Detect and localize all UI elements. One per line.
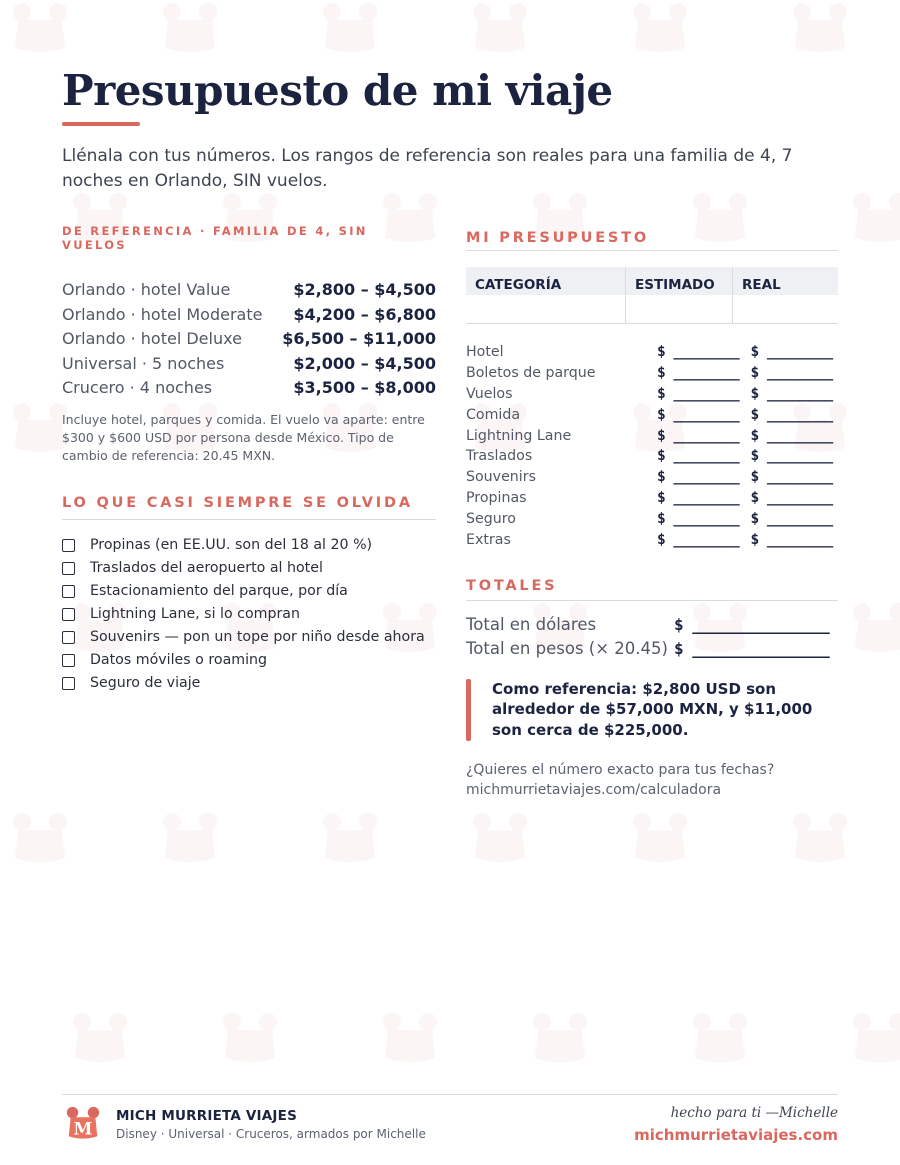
totals-block bbox=[466, 613, 838, 661]
checkbox-icon[interactable] bbox=[62, 585, 75, 598]
footer-tagline: Disney · Universal · Cruceros, armados por Michelle bbox=[116, 1127, 426, 1141]
reference-range: $3,500 – $8,000 bbox=[293, 378, 436, 397]
budget-category-label: Hotel bbox=[466, 344, 504, 361]
checklist-item[interactable] bbox=[62, 534, 436, 557]
checkbox-icon[interactable] bbox=[62, 654, 75, 667]
calculator-promo bbox=[466, 760, 838, 800]
forgotten-heading: LO QUE CASI SIEMPRE SE OLVIDA bbox=[62, 495, 436, 520]
budget-category-label: Comida bbox=[466, 406, 521, 423]
right-column bbox=[466, 224, 838, 800]
reference-callout bbox=[466, 679, 838, 741]
reference-range: $2,800 – $4,500 bbox=[293, 280, 436, 299]
callout-accent-bar bbox=[466, 679, 471, 741]
checklist-item[interactable] bbox=[62, 603, 436, 626]
budget-row bbox=[466, 488, 838, 509]
reference-name: Crucero · 4 noches bbox=[62, 378, 213, 397]
reference-name: Orlando · hotel Deluxe bbox=[62, 329, 242, 348]
estimated-amount-field[interactable]: $ ________ bbox=[656, 427, 740, 444]
budget-row bbox=[466, 446, 838, 467]
reference-list bbox=[62, 280, 436, 403]
budget-row bbox=[466, 342, 838, 363]
budget-row bbox=[466, 363, 838, 384]
svg-text:M: M bbox=[73, 1119, 93, 1140]
budget-row bbox=[466, 467, 838, 488]
checkbox-icon[interactable] bbox=[62, 677, 75, 690]
real-amount-field[interactable]: $ ________ bbox=[750, 531, 833, 548]
budget-category-label: Traslados bbox=[466, 448, 533, 465]
real-amount-field[interactable]: $ ________ bbox=[750, 365, 833, 382]
footer-brand-name: MICH MURRIETA VIAJES bbox=[116, 1108, 297, 1124]
real-amount-field[interactable]: $ ________ bbox=[750, 469, 833, 486]
total-usd-label: Total en dólares bbox=[466, 615, 597, 635]
budget-row bbox=[466, 384, 838, 405]
checklist-item-label: Propinas (en EE.UU. son del 18 al 20 %) bbox=[90, 537, 373, 553]
reference-name: Universal · 5 noches bbox=[62, 353, 225, 373]
totals-heading: TOTALES bbox=[466, 578, 838, 601]
checklist-item-label: Souvenirs — pon un tope por niño desde ahora bbox=[90, 629, 425, 645]
left-column bbox=[62, 224, 436, 695]
checklist-item[interactable] bbox=[62, 672, 436, 695]
budget-row bbox=[466, 508, 838, 529]
total-mxn-field[interactable]: $ _______________ bbox=[674, 639, 830, 659]
reference-name: Orlando · hotel Value bbox=[62, 280, 231, 299]
checkbox-icon[interactable] bbox=[62, 631, 75, 644]
budget-row bbox=[466, 529, 838, 550]
budget-category-label: Vuelos bbox=[466, 385, 513, 402]
checklist-item[interactable] bbox=[62, 626, 436, 649]
real-amount-field[interactable]: $ ________ bbox=[750, 448, 833, 465]
estimated-amount-field[interactable]: $ ________ bbox=[656, 385, 740, 402]
reference-row bbox=[62, 305, 436, 330]
estimated-amount-field[interactable]: $ ________ bbox=[656, 448, 740, 465]
budget-category-label: Propinas bbox=[466, 489, 527, 506]
reference-heading: DE REFERENCIA · FAMILIA DE 4, SIN VUELOS bbox=[62, 224, 368, 252]
reference-row bbox=[62, 329, 436, 354]
intro-text: Llénala con tus números. Los rangos de referencia son reales para una familia de 4, 7 noches en Orlando, SIN vuelos. bbox=[62, 146, 793, 191]
real-amount-field[interactable]: $ ________ bbox=[750, 427, 833, 444]
checkbox-icon[interactable] bbox=[62, 562, 75, 575]
footer-website-link[interactable]: michmurrietaviajes.com bbox=[634, 1126, 838, 1144]
budget-heading: MI PRESUPUESTO bbox=[466, 230, 838, 251]
callout-text: Como referencia: $2,800 USD son alrededor de $57,000 MXN, y $11,000 son cerca de $225,000. bbox=[492, 679, 813, 739]
total-mxn-label: Total en pesos (× 20.45) bbox=[466, 639, 668, 659]
checklist-item[interactable] bbox=[62, 649, 436, 672]
checkbox-icon[interactable] bbox=[62, 539, 75, 552]
reference-name: Orlando · hotel Moderate bbox=[62, 304, 263, 324]
footer-signature: hecho para ti —Michelle bbox=[670, 1105, 838, 1121]
reference-row bbox=[62, 354, 436, 379]
checklist-item-label: Lightning Lane, si lo compran bbox=[90, 606, 300, 622]
total-usd-row bbox=[466, 613, 838, 637]
reference-note: Incluye hotel, parques y comida. El vuelo va aparte: entre $300 y $600 USD por persona desde México. Tipo de cambio de referencia: 20.45 MXN. bbox=[62, 411, 425, 463]
column-header-category: CATEGORÍA bbox=[466, 267, 626, 323]
footer-divider bbox=[62, 1094, 838, 1095]
real-amount-field[interactable]: $ ________ bbox=[750, 406, 833, 423]
budget-category-label: Lightning Lane bbox=[466, 427, 572, 444]
budget-category-label: Extras bbox=[466, 531, 511, 548]
budget-rows bbox=[466, 342, 838, 550]
budget-category-label: Boletos de parque bbox=[466, 365, 596, 382]
forgotten-checklist bbox=[62, 534, 436, 695]
reference-row bbox=[62, 280, 436, 305]
column-header-estimated: ESTIMADO bbox=[626, 267, 733, 323]
estimated-amount-field[interactable]: $ ________ bbox=[656, 531, 740, 548]
estimated-amount-field[interactable]: $ ________ bbox=[656, 406, 740, 423]
reference-range: $6,500 – $11,000 bbox=[282, 329, 436, 348]
real-amount-field[interactable]: $ ________ bbox=[750, 385, 833, 402]
calculator-question: ¿Quieres el número exacto para tus fechas? bbox=[466, 762, 775, 779]
real-amount-field[interactable]: $ ________ bbox=[750, 489, 833, 506]
checklist-item[interactable] bbox=[62, 557, 436, 580]
real-amount-field[interactable]: $ ________ bbox=[750, 510, 833, 527]
title-underline bbox=[62, 122, 140, 126]
budget-row bbox=[466, 425, 838, 446]
estimated-amount-field[interactable]: $ ________ bbox=[656, 489, 740, 506]
estimated-amount-field[interactable]: $ ________ bbox=[656, 365, 740, 382]
checklist-item-label: Datos móviles o roaming bbox=[90, 652, 268, 668]
total-usd-field[interactable]: $ _______________ bbox=[674, 615, 830, 635]
budget-category-label: Seguro bbox=[466, 510, 516, 527]
budget-category-label: Souvenirs bbox=[466, 469, 536, 486]
page-title: Presupuesto de mi viaje bbox=[62, 66, 613, 115]
checklist-item-label: Seguro de viaje bbox=[90, 675, 201, 691]
estimated-amount-field[interactable]: $ ________ bbox=[656, 469, 740, 486]
column-header-real: REAL bbox=[733, 267, 838, 323]
checklist-item-label: Estacionamiento del parque, por día bbox=[90, 583, 348, 599]
estimated-amount-field[interactable]: $ ________ bbox=[656, 344, 740, 361]
mickey-m-logo-icon bbox=[64, 1104, 102, 1142]
checklist-item[interactable] bbox=[62, 580, 436, 603]
estimated-amount-field[interactable]: $ ________ bbox=[656, 510, 740, 527]
total-mxn-row bbox=[466, 637, 838, 661]
calculator-link[interactable]: michmurrietaviajes.com/calculadora bbox=[466, 782, 722, 799]
budget-row bbox=[466, 404, 838, 425]
budget-table-header bbox=[466, 267, 838, 324]
reference-range: $4,200 – $6,800 bbox=[293, 304, 436, 324]
checkbox-icon[interactable] bbox=[62, 608, 75, 621]
checklist-item-label: Traslados del aeropuerto al hotel bbox=[90, 560, 323, 576]
real-amount-field[interactable]: $ ________ bbox=[750, 344, 833, 361]
reference-range: $2,000 – $4,500 bbox=[293, 353, 436, 373]
reference-row bbox=[62, 378, 436, 403]
